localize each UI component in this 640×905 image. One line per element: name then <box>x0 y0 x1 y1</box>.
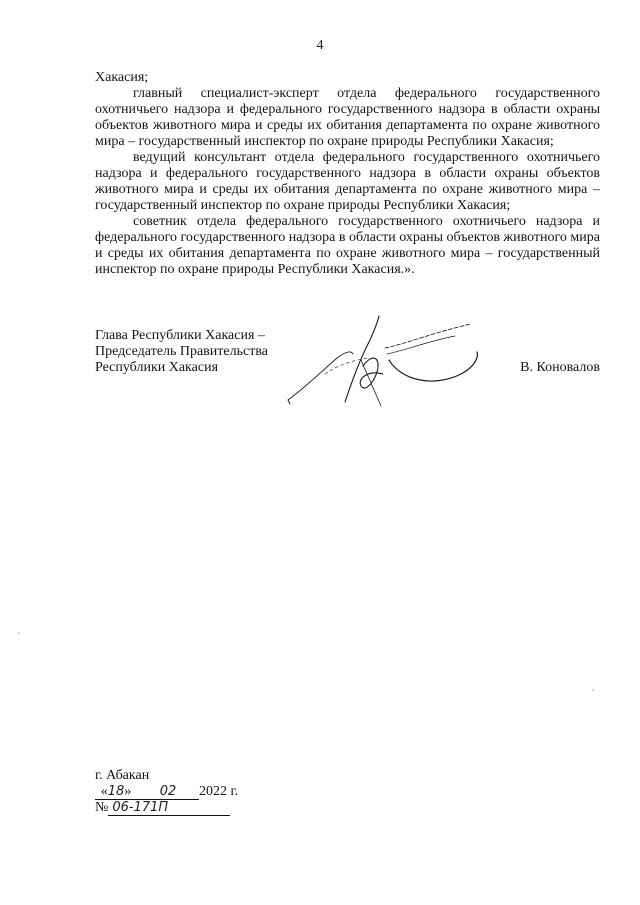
document-number-field <box>108 800 230 816</box>
handwritten-signature <box>285 314 495 408</box>
number-sign: № <box>95 800 109 815</box>
city-line <box>95 768 295 784</box>
scan-speck <box>18 632 20 634</box>
date-year: 2022 г. <box>199 784 239 799</box>
paragraph-lead-consultant: ведущий консультант отдела федерального государственного охотничьего надзора и федерального государственного надзора в области охраны объектов животного мира и среды их обитания департамента по охране животного мира – государственный инспектор по охране природы Республики Хакасия; <box>95 150 600 213</box>
paragraph-advisor: советник отдела федерального государственного охотничьего надзора и федерального государственного надзора в области охраны объектов животного мира и среды их обитания департамента по охране животного мира – государственный инспектор по охране природы Республики Хакасия.». <box>95 214 600 277</box>
number-line <box>95 800 295 816</box>
signer-title-line: Председатель Правительства <box>95 344 268 359</box>
city: г. Абакан <box>95 768 150 783</box>
signer-title-line: Глава Республики Хакасия – <box>95 328 265 343</box>
body-text <box>95 70 600 278</box>
place-date-number <box>95 768 295 816</box>
scan-speck <box>592 689 594 691</box>
document-number: 06-171П <box>112 800 169 815</box>
date-month: 02 <box>159 784 177 799</box>
signer-title <box>95 328 268 376</box>
date-day-field <box>95 784 137 800</box>
date-day: 18 <box>107 784 125 799</box>
date-close-quote: » <box>124 784 132 799</box>
signer-title-line: Республики Хакасия <box>95 360 219 375</box>
page-number: 4 <box>316 38 324 53</box>
date-month-field <box>137 784 199 800</box>
date-line <box>95 784 295 800</box>
paragraph-continuation: Хакасия; <box>95 70 149 85</box>
date-open-quote: « <box>100 784 108 799</box>
signer-name: В. Коновалов <box>520 360 600 375</box>
paragraph-chief-specialist: главный специалист-эксперт отдела федерального государственного охотничьего надзора и федерального государственного надзора в области охраны объектов животного мира и среды их обитания департамента по охране животного мира – государственный инспектор по охране природы Республики Хакасия; <box>95 86 600 149</box>
signature-block <box>95 328 600 408</box>
